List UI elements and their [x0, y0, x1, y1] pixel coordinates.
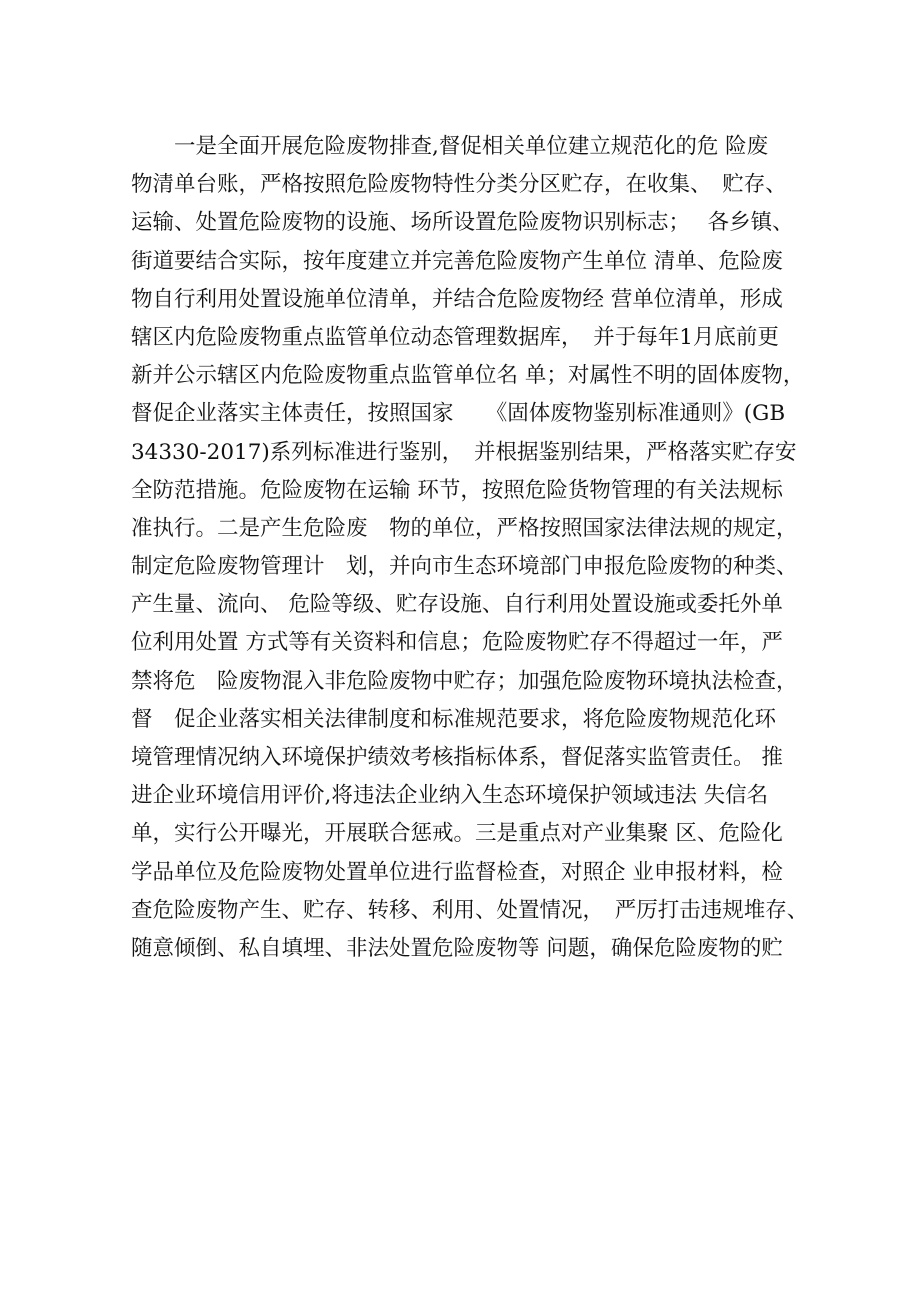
text-line: 产生量、流向、 危险等级、贮存设施、自行利用处置设施或委托外单 — [131, 592, 783, 618]
text-line: 街道要结合实际，按年度建立并完善危险废物产生单位 清单、危险废 — [131, 248, 783, 274]
text-line: 单，实行公开曝光，开展联合惩戒。三是重点对产业集聚 区、危险化 — [131, 821, 783, 847]
text-line: 全防范措施。危险废物在运输 环节，按照危险货物管理的有关法规标 — [131, 477, 783, 503]
text-line: 禁将危 险废物混入非危险废物中贮存；加强危险废物环境执法检查， — [131, 668, 798, 694]
text-line: 督 促企业落实相关法律制度和标准规范要求，将危险废物规范化环 — [131, 706, 777, 732]
text-line: 境管理情况纳入环境保护绩效考核指标体系，督促落实监管责任。 推 — [131, 745, 783, 770]
text-line: 制定危险废物管理计 划，并向市生态环境部门申报危险废物的种类、 — [131, 554, 798, 580]
text-line: 位利用处置 方式等有关资料和信息；危险废物贮存不得超过一年，严 — [131, 630, 783, 656]
text-line: 运输、处置危险废物的设施、场所设置危险废物识别标志； 各乡镇、 — [131, 210, 794, 236]
text-line: 新并公示辖区内危险废物重点监管单位名 单；对属性不明的固体废物， — [131, 363, 805, 389]
text-line: 物清单台账，严格按照危险废物特性分类分区贮存，在收集、 贮存、 — [131, 172, 787, 198]
text-line: 准执行。二是产生危险废 物的单位，严格按照国家法律法规的规定， — [131, 515, 798, 541]
text-line: 学品单位及危险废物处置单位进行监督检查，对照企 业申报材料，检 — [131, 859, 783, 885]
text-line: 督促企业落实主体责任，按照国家 《固体废物鉴别标准通则》(GB — [131, 401, 786, 427]
body-paragraph — [131, 128, 851, 968]
text-line: 物自行利用处置设施单位清单，并结合危险废物经 营单位清单，形成 — [131, 286, 783, 312]
text-line: 一是全面开展危险废物排查,督促相关单位建立规范化的危 险废 — [131, 134, 769, 159]
text-line: 辖区内危险废物重点监管单位动态管理数据库， 并于每年1月底前更 — [131, 324, 779, 350]
text-line: 查危险废物产生、贮存、转移、利用、处置情况， 严厉打击违规堆存、 — [131, 897, 809, 923]
text-line: 随意倾倒、私自填埋、非法处置危险废物等 问题，确保危险废物的贮 — [131, 935, 783, 961]
text-line: 进企业环境信用评价,将违法企业纳入生态环境保护领域违法 失信名 — [131, 783, 769, 809]
text-line: 34330-2017)系列标准进行鉴别， 并根据鉴别结果，严格落实贮存安 — [131, 439, 797, 465]
